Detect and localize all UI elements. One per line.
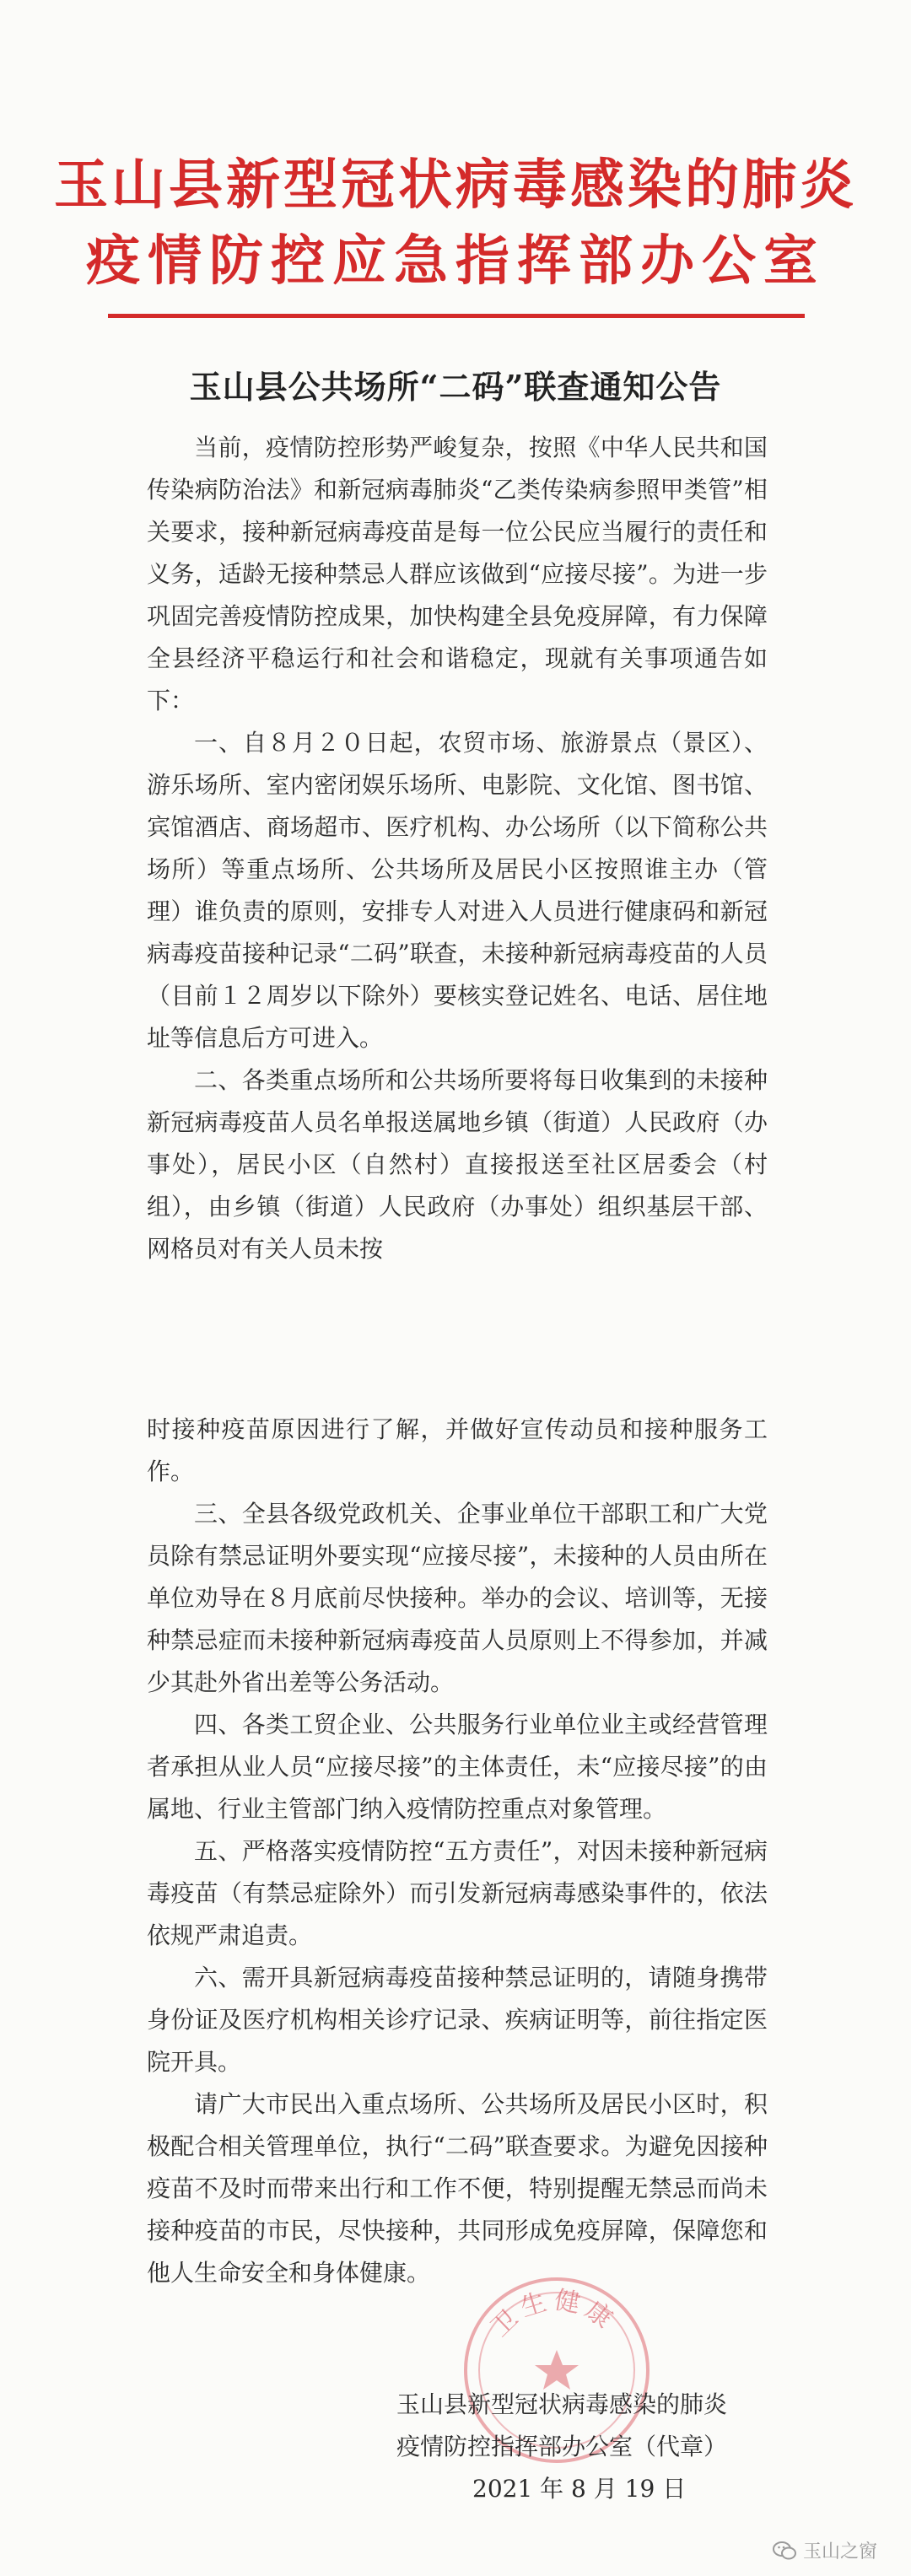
issuer-title-line1: 玉山县新型冠状病毒感染的肺炎	[54, 154, 857, 217]
body-paragraph: 一、自８月２０日起，农贸市场、旅游景点（景区）、游乐场所、室内密闭娱乐场所、电影院、文化馆、图书馆、宾馆酒店、商场超市、医疗机构、办公场所（以下简称公共场所）等重点场所、公共场所及居民小区按照谁主办（管理）谁负责的原则，安排专人对进入人员进行健康码和新冠病毒疫苗接种记录“二码”联查，未接种新冠病毒疫苗的人员（目前１２周岁以下除外）要核实登记姓名、电话、居住地址等信息后方可进入。	[147, 729, 768, 1052]
signature-date: 2021 年 8 月 19 日	[472, 2475, 687, 2503]
body-paragraph: 四、各类工贸企业、公共服务行业单位业主或经营管理者承担从业人员“应接尽接”的主体责任，未“应接尽接”的由属地、行业主管部门纳入疫情防控重点对象管理。	[147, 1711, 768, 1823]
body-section-1	[147, 427, 768, 1270]
wechat-icon	[773, 2541, 796, 2561]
body-section-2	[147, 1409, 768, 2294]
source-watermark	[773, 2537, 877, 2563]
issuer-title-line2: 疫情防控应急指挥部办公室	[86, 229, 825, 293]
body-paragraph-continued: 时接种疫苗原因进行了解，并做好宣传动员和接种服务工作。	[147, 1415, 768, 1485]
watermark-label: 玉山之窗	[802, 2541, 877, 2563]
body-paragraph: 二、各类重点场所和公共场所要将每日收集到的未接种新冠病毒疫苗人员名单报送属地乡镇（街道）人民政府（办事处），居民小区（自然村）直接报送至社区居委会（村组），由乡镇（街道）人民政府（办事处）组织基层干部、网格员对有关人员未按	[147, 1066, 768, 1263]
body-paragraph: 请广大市民出入重点场所、公共场所及居民小区时，积极配合相关管理单位，执行“二码”联查要求。为避免因接种疫苗不及时而带来出行和工作不便，特别提醒无禁忌而尚未接种疫苗的市民，尽快接种，共同形成免疫屏障，保障您和他人生命安全和身体健康。	[147, 2090, 768, 2287]
signature-org-line1: 玉山县新型冠状病毒感染的肺炎	[396, 2390, 728, 2418]
body-paragraph: 六、需开具新冠病毒疫苗接种禁忌证明的，请随身携带身份证及医疗机构相关诊疗记录、疾病证明等，前往指定医院开具。	[147, 1964, 768, 2076]
notice-title: 玉山县公共场所“二码”联查通知公告	[189, 368, 722, 406]
svg-text:卫生健康: 卫生健康	[485, 2285, 623, 2343]
body-paragraph: 三、全县各级党政机关、企事业单位干部职工和广大党员除有禁忌证明外要实现“应接尽接”，未接种的人员由所在单位劝导在８月底前尽快接种。举办的会议、培训等，无接种禁忌症而未接种新冠病毒疫苗人员原则上不得参加，并减少其赴外省出差等公务活动。	[147, 1500, 768, 1696]
body-paragraph: 当前，疫情防控形势严峻复杂，按照《中华人民共和国传染病防治法》和新冠病毒肺炎“乙类传染病参照甲类管”相关要求，接种新冠病毒疫苗是每一位公民应当履行的责任和义务，适龄无接种禁忌人群应该做到“应接尽接”。为进一步巩固完善疫情防控成果，加快构建全县免疫屏障，有力保障全县经济平稳运行和社会和谐稳定，现就有关事项通告如下：	[147, 434, 768, 714]
body-paragraph: 五、严格落实疫情防控“五方责任”，对因未接种新冠病毒疫苗（有禁忌症除外）而引发新冠病毒感染事件的，依法依规严肃追责。	[147, 1837, 768, 1949]
red-header-rule	[108, 314, 805, 318]
signature-org-line2: 疫情防控指挥部办公室（代章）	[396, 2433, 728, 2460]
